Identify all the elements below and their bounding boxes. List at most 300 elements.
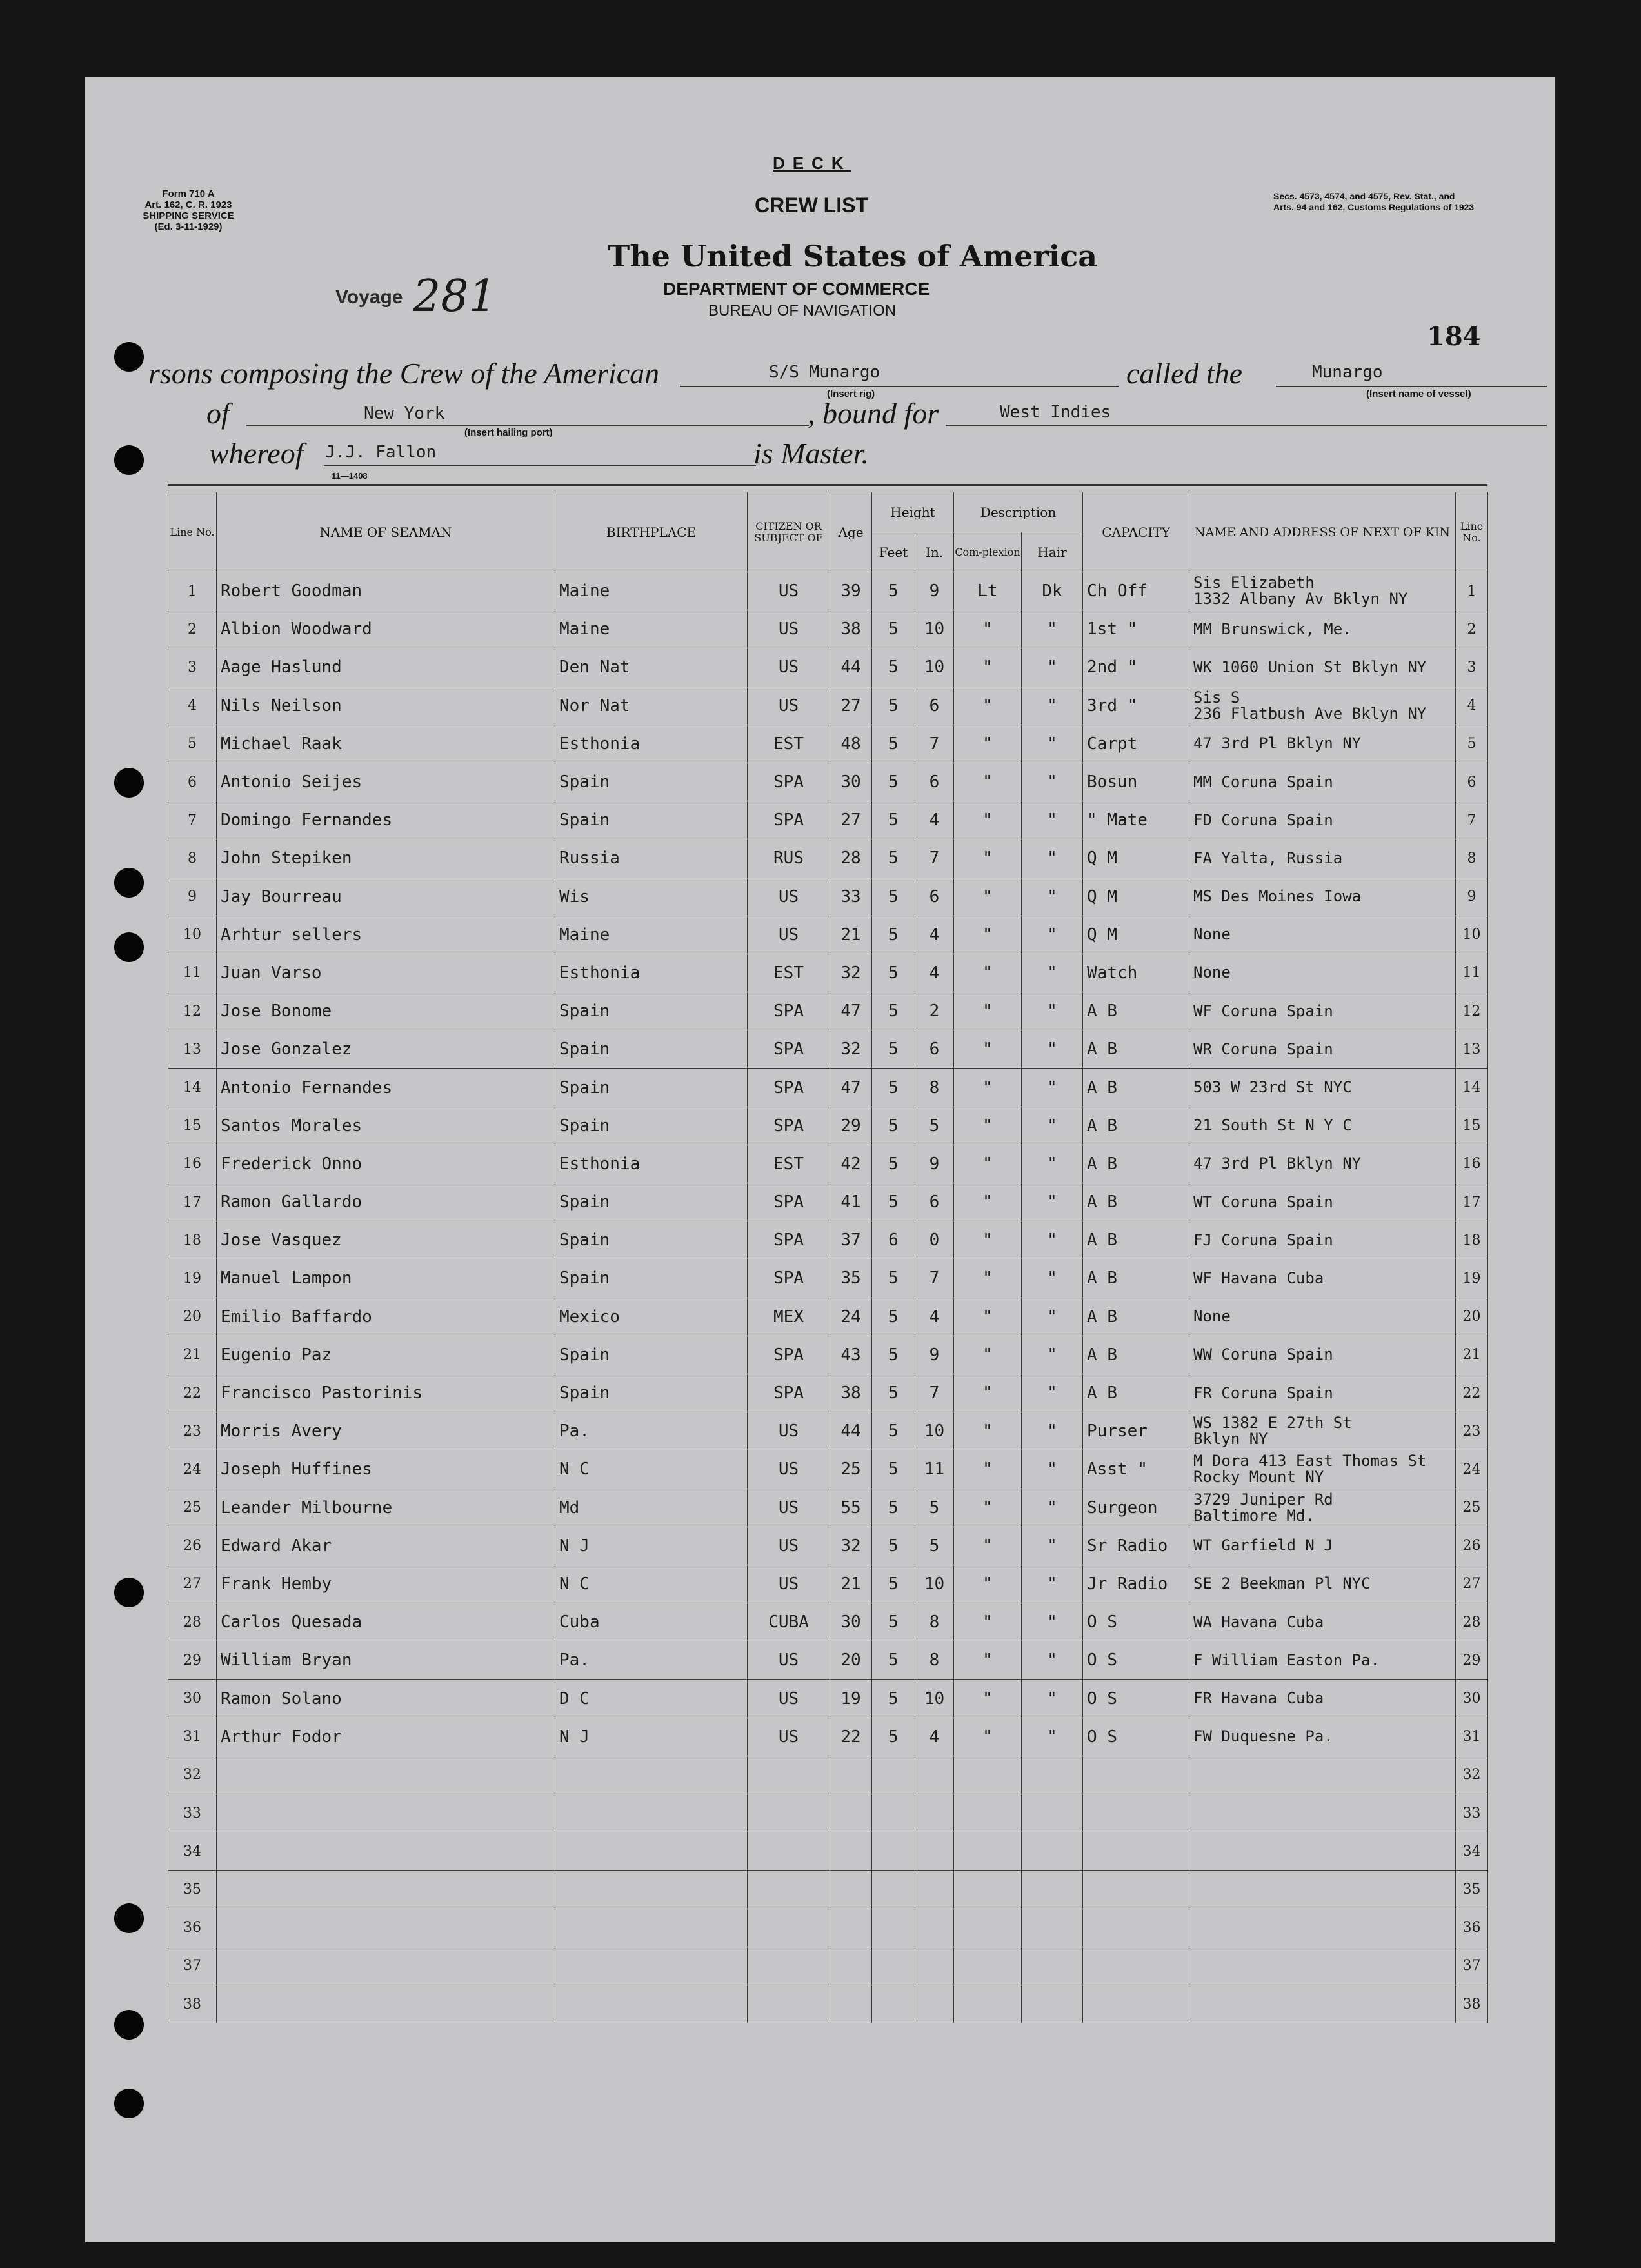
crew-row	[168, 1603, 1488, 1641]
citizenship: RUS	[748, 839, 830, 878]
height-header: Height	[872, 492, 954, 532]
age	[830, 1909, 872, 1947]
age-header: Age	[830, 492, 872, 572]
line-number-right: 31	[1456, 1718, 1488, 1756]
complexion: "	[954, 1107, 1022, 1145]
birthplace: Md	[555, 1489, 748, 1527]
capacity	[1083, 1947, 1189, 1985]
line-number-right: 21	[1456, 1336, 1488, 1374]
citizenship: US	[748, 1527, 830, 1565]
capacity	[1083, 1985, 1189, 2023]
height-inches: 4	[915, 1298, 954, 1336]
height-feet: 5	[872, 992, 915, 1030]
birthplace: Spain	[555, 1069, 748, 1107]
age: 48	[830, 725, 872, 763]
complexion: "	[954, 687, 1022, 725]
destination-underline	[946, 425, 1547, 426]
capacity: O S	[1083, 1603, 1189, 1641]
height-inches: 11	[915, 1450, 954, 1489]
whereof-text: whereof	[209, 437, 304, 470]
next-of-kin	[1189, 1985, 1456, 2023]
height-inches: 4	[915, 954, 954, 992]
capacity: Asst "	[1083, 1450, 1189, 1489]
birthplace: Spain	[555, 801, 748, 839]
height-inches	[915, 1794, 954, 1832]
citizen-header: CITIZEN OR SUBJECT OF	[748, 492, 830, 572]
citizenship	[748, 1832, 830, 1871]
citizenship: SPA	[748, 1336, 830, 1374]
birthplace: Spain	[555, 1221, 748, 1259]
height-inches: 0	[915, 1221, 954, 1259]
is-master-text: is Master.	[753, 437, 869, 470]
seaman-name: Nils Neilson	[217, 687, 555, 725]
crew-list-title: CREW LIST	[755, 194, 868, 217]
capacity: Bosun	[1083, 763, 1189, 801]
citizenship: SPA	[748, 1030, 830, 1069]
height-feet: 5	[872, 801, 915, 839]
crew-row	[168, 648, 1488, 687]
citizenship: SPA	[748, 1183, 830, 1221]
height-feet: 5	[872, 1259, 915, 1298]
voyage-label: Voyage	[335, 286, 403, 308]
crew-row	[168, 610, 1488, 648]
line-number: 30	[168, 1680, 217, 1718]
seaman-name: Eugenio Paz	[217, 1336, 555, 1374]
crew-composing-text: rsons composing the Crew of the American	[148, 357, 660, 390]
age: 47	[830, 1069, 872, 1107]
complexion: "	[954, 992, 1022, 1030]
birthplace: Den Nat	[555, 648, 748, 687]
seaman-name	[217, 1909, 555, 1947]
crew-row	[168, 1221, 1488, 1259]
height-feet: 5	[872, 1374, 915, 1412]
line-number-right: 14	[1456, 1069, 1488, 1107]
capacity	[1083, 1794, 1189, 1832]
birthplace: Nor Nat	[555, 687, 748, 725]
height-feet	[872, 1985, 915, 2023]
height-feet: 5	[872, 878, 915, 916]
seaman-name: John Stepiken	[217, 839, 555, 878]
destination-value: West Indies	[1000, 403, 1111, 422]
complexion: "	[954, 1565, 1022, 1603]
line-number: 27	[168, 1565, 217, 1603]
crew-row	[168, 572, 1488, 610]
complexion	[954, 1756, 1022, 1794]
next-of-kin: WF Havana Cuba	[1189, 1259, 1456, 1298]
height-feet: 5	[872, 763, 915, 801]
crew-row	[168, 954, 1488, 992]
line-number-right: 22	[1456, 1374, 1488, 1412]
age	[830, 1794, 872, 1832]
line-number-right: 9	[1456, 878, 1488, 916]
next-of-kin: FD Coruna Spain	[1189, 801, 1456, 839]
age: 35	[830, 1259, 872, 1298]
next-of-kin	[1189, 1794, 1456, 1832]
capacity: 2nd "	[1083, 648, 1189, 687]
height-inches: 9	[915, 1145, 954, 1183]
punch-hole	[114, 2010, 144, 2040]
birthplace: Maine	[555, 916, 748, 954]
height-feet: 5	[872, 839, 915, 878]
height-inches	[915, 1909, 954, 1947]
seaman-name	[217, 1947, 555, 1985]
complexion	[954, 1947, 1022, 1985]
crew-row	[168, 1030, 1488, 1069]
complexion: "	[954, 1489, 1022, 1527]
age: 28	[830, 839, 872, 878]
hair: "	[1022, 954, 1083, 992]
height-feet: 5	[872, 1641, 915, 1680]
next-of-kin: None	[1189, 1298, 1456, 1336]
hair: "	[1022, 1641, 1083, 1680]
line-number: 25	[168, 1489, 217, 1527]
seaman-name: Emilio Baffardo	[217, 1298, 555, 1336]
height-inches: 6	[915, 687, 954, 725]
birthplace: Esthonia	[555, 1145, 748, 1183]
complexion: "	[954, 1221, 1022, 1259]
capacity: Q M	[1083, 916, 1189, 954]
line-number: 10	[168, 916, 217, 954]
complexion: "	[954, 1298, 1022, 1336]
line-number: 16	[168, 1145, 217, 1183]
line-number-right: 7	[1456, 801, 1488, 839]
complexion: "	[954, 648, 1022, 687]
form-edition: (Ed. 3-11-1929)	[154, 221, 223, 232]
hair: "	[1022, 1221, 1083, 1259]
age: 21	[830, 916, 872, 954]
line-number-right: 30	[1456, 1680, 1488, 1718]
hair: "	[1022, 1298, 1083, 1336]
line-number: 38	[168, 1985, 217, 2023]
age: 41	[830, 1183, 872, 1221]
capacity: Ch Off	[1083, 572, 1189, 610]
height-feet: 5	[872, 1527, 915, 1565]
citizenship	[748, 1794, 830, 1832]
hair: "	[1022, 1565, 1083, 1603]
age: 39	[830, 572, 872, 610]
height-feet: 5	[872, 572, 915, 610]
age: 24	[830, 1298, 872, 1336]
seaman-name: Ramon Solano	[217, 1680, 555, 1718]
height-inches: 9	[915, 572, 954, 610]
complexion: "	[954, 1450, 1022, 1489]
height-feet: 5	[872, 725, 915, 763]
next-of-kin: WW Coruna Spain	[1189, 1336, 1456, 1374]
citizenship: SPA	[748, 1069, 830, 1107]
age: 27	[830, 801, 872, 839]
hair: "	[1022, 1336, 1083, 1374]
citizenship	[748, 1909, 830, 1947]
line-number-right: 15	[1456, 1107, 1488, 1145]
birthplace: D C	[555, 1680, 748, 1718]
port-hint: (Insert hailing port)	[464, 427, 553, 438]
citizenship: SPA	[748, 1374, 830, 1412]
line-number: 28	[168, 1603, 217, 1641]
next-of-kin	[1189, 1871, 1456, 1909]
capacity	[1083, 1909, 1189, 1947]
birthplace: Spain	[555, 763, 748, 801]
height-inches: 2	[915, 992, 954, 1030]
hair: "	[1022, 878, 1083, 916]
height-inches: 6	[915, 878, 954, 916]
punch-hole	[114, 932, 144, 962]
line-number-right: 1	[1456, 572, 1488, 610]
capacity: A B	[1083, 1069, 1189, 1107]
citizenship: EST	[748, 954, 830, 992]
seaman-name: Arthur Fodor	[217, 1718, 555, 1756]
citizenship	[748, 1756, 830, 1794]
complexion: "	[954, 1603, 1022, 1641]
seaman-name: Robert Goodman	[217, 572, 555, 610]
height-inches: 5	[915, 1107, 954, 1145]
line-number: 3	[168, 648, 217, 687]
seaman-name: Joseph Huffines	[217, 1450, 555, 1489]
next-of-kin: WK 1060 Union St Bklyn NY	[1189, 648, 1456, 687]
height-inches	[915, 1756, 954, 1794]
citizenship: US	[748, 1565, 830, 1603]
next-of-kin: None	[1189, 916, 1456, 954]
citizenship: US	[748, 1680, 830, 1718]
capacity: Watch	[1083, 954, 1189, 992]
crew-row	[168, 1489, 1488, 1527]
department-heading: DEPARTMENT OF COMMERCE	[663, 279, 930, 299]
citizenship: SPA	[748, 1107, 830, 1145]
birthplace: Spain	[555, 1374, 748, 1412]
master-underline	[324, 465, 756, 466]
capacity: A B	[1083, 1183, 1189, 1221]
name-header: NAME OF SEAMAN	[217, 492, 555, 572]
line-number-right: 27	[1456, 1565, 1488, 1603]
line-number-right: 28	[1456, 1603, 1488, 1641]
height-feet: 5	[872, 687, 915, 725]
line-number-right: 32	[1456, 1756, 1488, 1794]
next-of-kin	[1189, 1909, 1456, 1947]
crew-row	[168, 1527, 1488, 1565]
line-number: 26	[168, 1527, 217, 1565]
complexion: "	[954, 1259, 1022, 1298]
vessel-value: Munargo	[1312, 363, 1383, 382]
height-inches: 4	[915, 916, 954, 954]
crew-row	[168, 725, 1488, 763]
line-number: 7	[168, 801, 217, 839]
line-number-right: 35	[1456, 1871, 1488, 1909]
voyage-number: 281	[413, 271, 497, 322]
line-number-right: 25	[1456, 1489, 1488, 1527]
birthplace: Cuba	[555, 1603, 748, 1641]
line-number-right: 2	[1456, 610, 1488, 648]
page-number: 184	[1427, 321, 1481, 352]
height-inches: 5	[915, 1527, 954, 1565]
hair: "	[1022, 839, 1083, 878]
complexion	[954, 1794, 1022, 1832]
punch-hole	[114, 868, 144, 898]
seaman-name: Morris Avery	[217, 1412, 555, 1450]
capacity: A B	[1083, 1030, 1189, 1069]
hair: "	[1022, 1680, 1083, 1718]
seaman-name	[217, 1985, 555, 2023]
description-header: Description	[954, 492, 1083, 532]
height-feet	[872, 1794, 915, 1832]
seaman-name	[217, 1794, 555, 1832]
line-number: 21	[168, 1336, 217, 1374]
seaman-name: Carlos Quesada	[217, 1603, 555, 1641]
line-number: 9	[168, 878, 217, 916]
crew-list-document	[85, 77, 1555, 2242]
line-number-right: 16	[1456, 1145, 1488, 1183]
complexion	[954, 1985, 1022, 2023]
rig-hint: (Insert rig)	[827, 388, 875, 399]
next-of-kin	[1189, 1756, 1456, 1794]
height-feet: 5	[872, 1183, 915, 1221]
next-of-kin: 21 South St N Y C	[1189, 1107, 1456, 1145]
height-feet: 6	[872, 1221, 915, 1259]
complexion: "	[954, 878, 1022, 916]
next-of-kin: WF Coruna Spain	[1189, 992, 1456, 1030]
complexion: "	[954, 1641, 1022, 1680]
capacity: Carpt	[1083, 725, 1189, 763]
bound-for-text: , bound for	[808, 397, 939, 430]
capacity: " Mate	[1083, 801, 1189, 839]
line-number: 14	[168, 1069, 217, 1107]
birthplace: N J	[555, 1527, 748, 1565]
hair: "	[1022, 1450, 1083, 1489]
crew-row	[168, 801, 1488, 839]
line-number: 15	[168, 1107, 217, 1145]
height-feet: 5	[872, 1298, 915, 1336]
line-number-right: 10	[1456, 916, 1488, 954]
citizenship: US	[748, 1450, 830, 1489]
hair: "	[1022, 1107, 1083, 1145]
of-text: of	[206, 397, 230, 430]
crew-row	[168, 1259, 1488, 1298]
crew-row	[168, 1909, 1488, 1947]
next-of-kin: SE 2 Beekman Pl NYC	[1189, 1565, 1456, 1603]
complexion: "	[954, 1336, 1022, 1374]
crew-row	[168, 1145, 1488, 1183]
height-feet	[872, 1909, 915, 1947]
age	[830, 1947, 872, 1985]
crew-row	[168, 1069, 1488, 1107]
form-number: Form 710 A	[162, 188, 215, 199]
line-number: 33	[168, 1794, 217, 1832]
height-feet: 5	[872, 1030, 915, 1069]
seaman-name: Manuel Lampon	[217, 1259, 555, 1298]
complexion: "	[954, 839, 1022, 878]
crew-row	[168, 763, 1488, 801]
birthplace: Russia	[555, 839, 748, 878]
complexion: "	[954, 954, 1022, 992]
line-number-right: 38	[1456, 1985, 1488, 2023]
crew-row	[168, 1794, 1488, 1832]
age	[830, 1985, 872, 2023]
height-inches: 10	[915, 610, 954, 648]
citizenship: MEX	[748, 1298, 830, 1336]
capacity: A B	[1083, 1145, 1189, 1183]
hair: "	[1022, 610, 1083, 648]
crew-row	[168, 1947, 1488, 1985]
next-of-kin: FR Coruna Spain	[1189, 1374, 1456, 1412]
capacity-header: CAPACITY	[1083, 492, 1189, 572]
line-number: 1	[168, 572, 217, 610]
hair: Dk	[1022, 572, 1083, 610]
next-of-kin: MS Des Moines Iowa	[1189, 878, 1456, 916]
seaman-name: Jay Bourreau	[217, 878, 555, 916]
age: 19	[830, 1680, 872, 1718]
punch-hole	[114, 342, 144, 372]
line-number-right: 20	[1456, 1298, 1488, 1336]
next-of-kin: F William Easton Pa.	[1189, 1641, 1456, 1680]
hair: "	[1022, 1718, 1083, 1756]
capacity	[1083, 1756, 1189, 1794]
complexion: "	[954, 725, 1022, 763]
hair	[1022, 1832, 1083, 1871]
citizenship: US	[748, 1641, 830, 1680]
age: 44	[830, 1412, 872, 1450]
bureau-heading: BUREAU OF NAVIGATION	[708, 302, 897, 319]
port-value: New York	[364, 404, 445, 423]
birthplace: Spain	[555, 1183, 748, 1221]
complexion	[954, 1909, 1022, 1947]
height-inches: 10	[915, 1680, 954, 1718]
capacity: A B	[1083, 1298, 1189, 1336]
birthplace	[555, 1947, 748, 1985]
age: 30	[830, 763, 872, 801]
citizenship: US	[748, 916, 830, 954]
birthplace: Pa.	[555, 1412, 748, 1450]
punch-hole	[114, 768, 144, 798]
hair: "	[1022, 1030, 1083, 1069]
crew-row	[168, 1107, 1488, 1145]
seaman-name: William Bryan	[217, 1641, 555, 1680]
crew-row	[168, 1832, 1488, 1871]
next-of-kin: FJ Coruna Spain	[1189, 1221, 1456, 1259]
complexion: "	[954, 1145, 1022, 1183]
hair: "	[1022, 1183, 1083, 1221]
line-number: 18	[168, 1221, 217, 1259]
complexion: "	[954, 1527, 1022, 1565]
age: 32	[830, 954, 872, 992]
citizenship: US	[748, 572, 830, 610]
crew-row	[168, 1298, 1488, 1336]
next-of-kin: WT Garfield N J	[1189, 1527, 1456, 1565]
birthplace: N J	[555, 1718, 748, 1756]
citizenship: EST	[748, 1145, 830, 1183]
capacity: A B	[1083, 1221, 1189, 1259]
line-number-right: 26	[1456, 1527, 1488, 1565]
line-number-right: 5	[1456, 725, 1488, 763]
crew-row	[168, 1641, 1488, 1680]
height-feet: 5	[872, 610, 915, 648]
next-of-kin: Sis S 236 Flatbush Ave Bklyn NY	[1189, 687, 1456, 725]
port-underline	[246, 425, 809, 426]
next-of-kin: WT Coruna Spain	[1189, 1183, 1456, 1221]
line-number: 31	[168, 1718, 217, 1756]
age: 42	[830, 1145, 872, 1183]
seaman-name: Ramon Gallardo	[217, 1183, 555, 1221]
seaman-name: Edward Akar	[217, 1527, 555, 1565]
crew-row	[168, 1718, 1488, 1756]
birthplace: Spain	[555, 1259, 748, 1298]
age	[830, 1832, 872, 1871]
hair	[1022, 1909, 1083, 1947]
next-of-kin	[1189, 1947, 1456, 1985]
complexion: "	[954, 763, 1022, 801]
capacity: A B	[1083, 1374, 1189, 1412]
line-number: 35	[168, 1871, 217, 1909]
next-of-kin: MM Coruna Spain	[1189, 763, 1456, 801]
seaman-name: Albion Woodward	[217, 610, 555, 648]
height-inches: 5	[915, 1489, 954, 1527]
